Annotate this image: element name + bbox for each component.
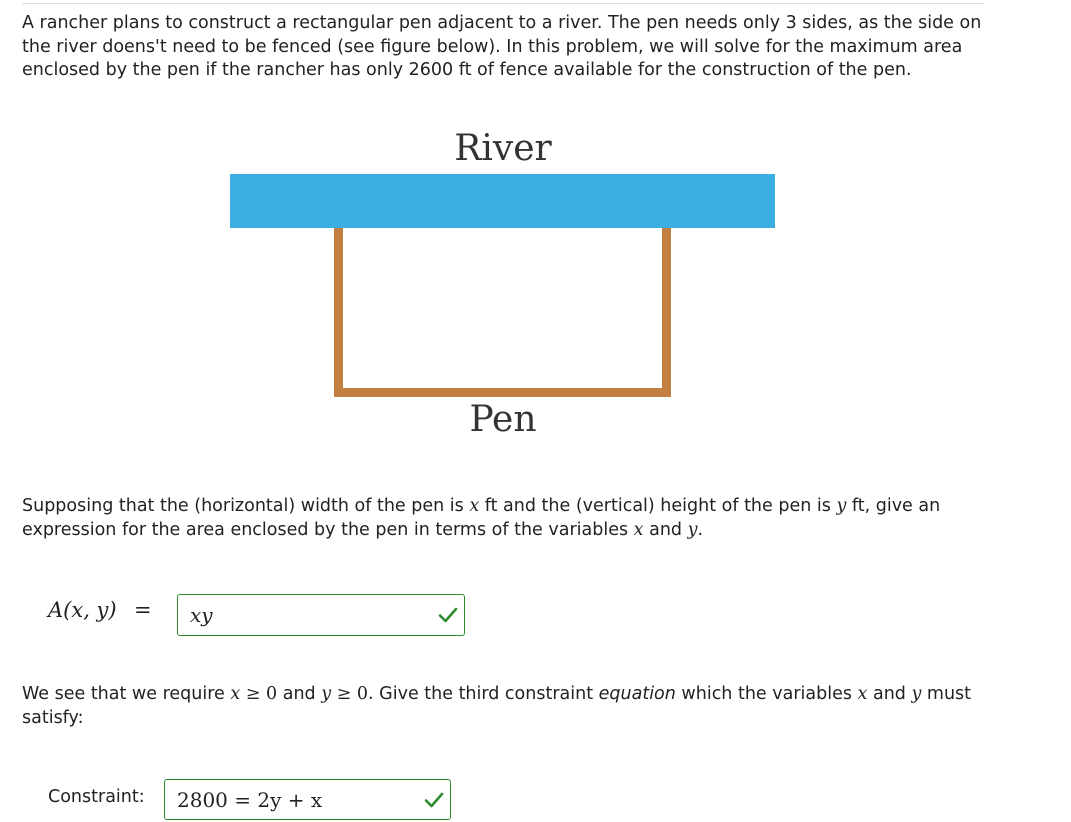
var-x: x — [469, 496, 480, 516]
checkmark-icon — [438, 605, 458, 625]
checkmark-icon — [424, 790, 444, 810]
var-y: y — [911, 684, 922, 704]
q2-text-d: which the variables — [675, 684, 858, 704]
constraint-answer-input[interactable] — [164, 779, 451, 820]
q1-text-d: and — [643, 519, 688, 540]
constraint-label: Constraint: — [48, 787, 145, 807]
area-function-label-group — [48, 598, 152, 622]
pen-label: Pen — [469, 399, 537, 440]
question-constraint-prompt — [22, 683, 1012, 730]
river-rectangle — [230, 174, 775, 228]
q2-text-b: and — [277, 684, 322, 704]
q2-text-f: must satisfy: — [22, 684, 972, 728]
q1-text-a: Supposing that the (horizontal) width of the pen is — [22, 496, 470, 516]
emphasis-equation: equation — [598, 684, 676, 704]
q2-text-c: . Give the third constraint — [368, 684, 599, 704]
q1-text-e: . — [697, 519, 704, 540]
q2-text-a: We see that we require — [22, 684, 231, 704]
q2-text-e: and — [867, 684, 912, 704]
problem-intro: A rancher plans to construct a rectangular pen adjacent to a river. The pen needs only 3 sides, as the side on the river doens't need to be fenced (see figure below). In this problem, we will solve for the maximum area enclosed by the pen if the rancher has only 2600 ft of fence available for the construction of the pen. — [22, 13, 982, 80]
constraint-answer-value: 2800 = 2y + x — [177, 788, 323, 812]
q1-text-c: ft, give an expression for the area enclosed by the pen in terms of the variables — [22, 496, 941, 540]
cond1-rest: ≥ 0 — [240, 684, 278, 704]
pen-fence — [334, 228, 671, 397]
top-divider — [22, 3, 984, 4]
q1-text-b: ft and the (vertical) height of the pen is — [479, 496, 837, 516]
var-x: x — [857, 684, 868, 704]
river-label: River — [454, 128, 552, 169]
cond2-rest: ≥ 0 — [331, 684, 369, 704]
var-y: y — [687, 519, 698, 540]
var-y: y — [321, 684, 332, 704]
var-y: y — [836, 496, 847, 516]
var-x: x — [230, 684, 241, 704]
var-x: x — [633, 519, 644, 540]
area-function-label: A(x, y) — [48, 598, 117, 622]
area-answer-input[interactable] — [177, 594, 465, 636]
question-area-prompt — [22, 495, 1012, 542]
area-answer-value: xy — [190, 603, 213, 627]
equals-sign: = — [134, 598, 152, 622]
